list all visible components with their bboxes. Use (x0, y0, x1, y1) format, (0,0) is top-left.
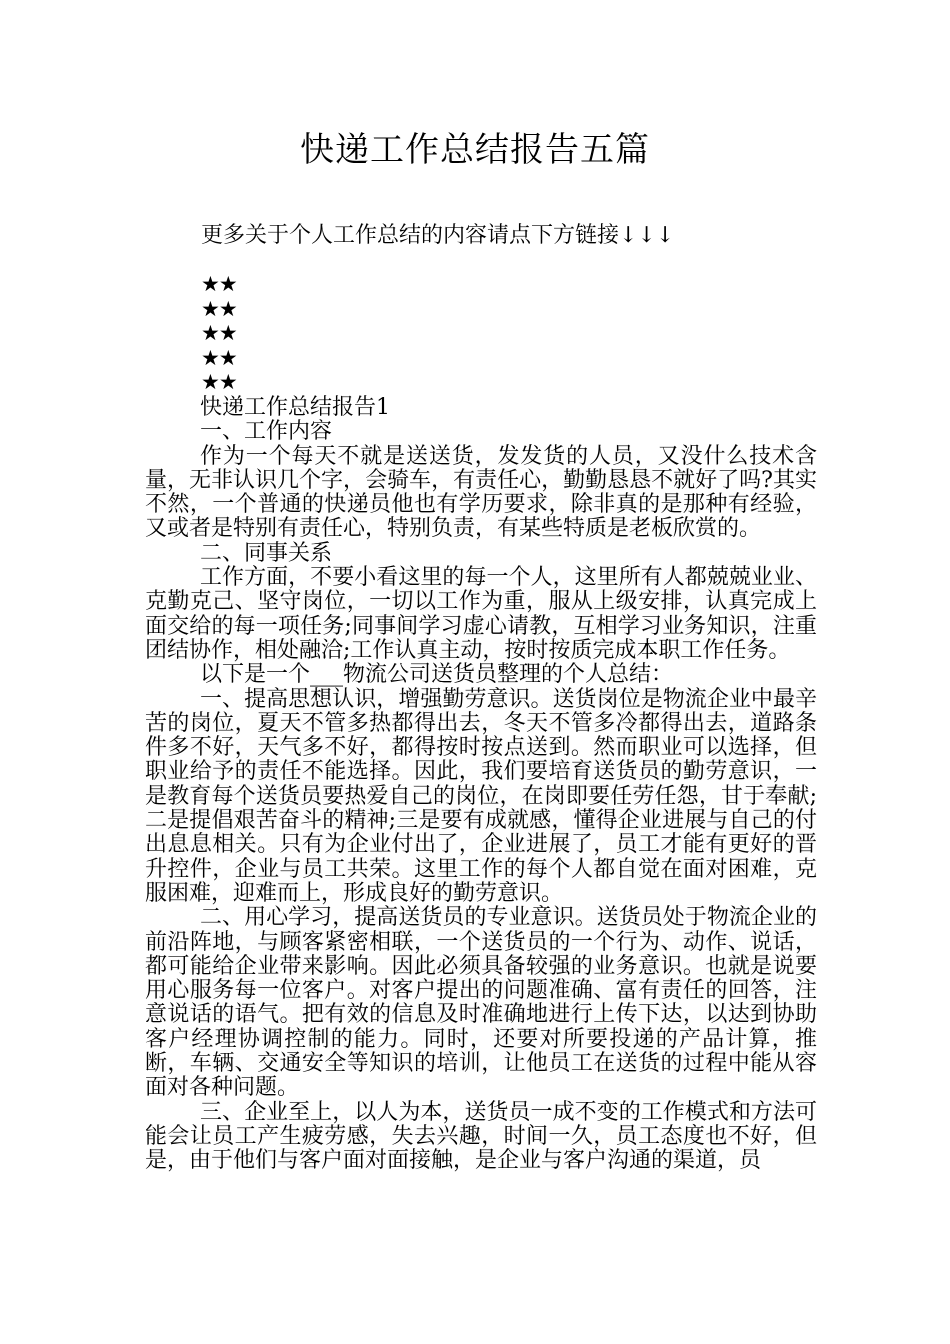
star-divider (201, 272, 237, 395)
document-body (145, 396, 817, 1174)
subsection-heading: 二、同事关系 (200, 540, 333, 566)
star-row: ★★ (201, 296, 237, 321)
star-row: ★★ (201, 272, 237, 296)
body-paragraph: 一、提高思想认识，增强勤劳意识。送货岗位是物流企业中最辛苦的岗位，夏天不管多热都得出去，冬天不管多冷都得出去，道路条件多不好，天气多不好，都得按时按点送到。然而职业可以选择，但职业给予的责任不能选择。因此，我们要培育送货员的勤劳意识，一是教育每个送货员要热爱自己的岗位，在岗即要任劳任怨，甘于奉献;二是提倡艰苦奋斗的精神;三是要有成就感，懂得企业进展与自己的付出息息相关。只有为企业付出了，企业进展了，员工才能有更好的晋升控件，企业与员工共荣。这里工作的每个人都自觉在面对困难，克服困难，迎难而上，形成良好的勤劳意识。 (145, 686, 817, 906)
body-paragraph: 三、企业至上，以人为本，送货员一成不变的工作模式和方法可能会让员工产生疲劳感，失去兴趣，时间一久，员工态度也不好，但是，由于他们与客户面对面接触，是企业与客户沟通的渠道，员 (145, 1099, 817, 1174)
star-row: ★★ (201, 321, 237, 345)
star-row: ★★ (201, 345, 237, 370)
body-paragraph: 工作方面，不要小看这里的每一个人，这里所有人都兢兢业业、克勤克己、坚守岗位，一切以工作为重，服从上级安排，认真完成上面交给的每一项任务;同事间学习虚心请教，互相学习业务知识，注重团结协作，相处融洽;工作认真主动，按时按质完成本职工作任务。 (145, 565, 817, 663)
body-paragraph: 作为一个每天不就是送送货，发发货的人员，又没什么技术含量，无非认识几个字，会骑车，有责任心，勤勤恳恳不就好了吗?其实不然，一个普通的快递员他也有学历要求，除非真的是那种有经验，又或者是特别有责任心，特别负责，有某些特质是老板欣赏的。 (145, 443, 817, 542)
body-paragraph: 二、用心学习，提高送货员的专业意识。送货员处于物流企业的前沿阵地，与顾客紧密相联，一个送货员的一个行为、动作、说话，都可能给企业带来影响。因此必须具备较强的业务意识。也就是说要用心服务每一位客户。对客户提出的问题准确、富有责任的回答，注意说话的语气。把有效的信息及时准确地进行上传下达，以达到协助客户经理协调控制的能力。同时，还要对所要投递的产品计算，推断，车辆、交通安全等知识的培训，让他员工在送货的过程中能从容面对各种问题。 (145, 905, 817, 1101)
document-title: 快递工作总结报告五篇 (300, 130, 650, 170)
section-heading: 快递工作总结报告1 (200, 395, 390, 420)
body-paragraph: 以下是一个___物流公司送货员整理的个人总结： (200, 662, 674, 688)
star-row: ★★ (201, 370, 237, 394)
subsection-heading: 一、工作内容 (200, 419, 333, 445)
link-hint-text: 更多关于个人工作总结的内容请点下方链接↓↓↓ (201, 223, 675, 248)
